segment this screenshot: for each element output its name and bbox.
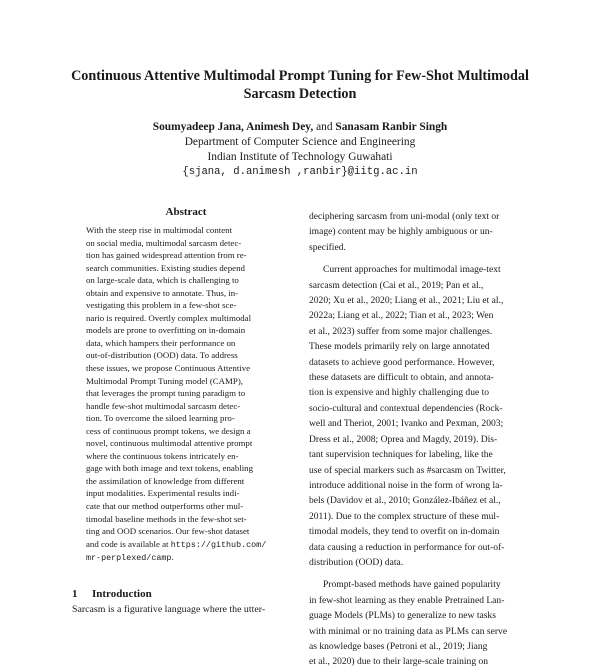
section-number: 1 <box>72 588 78 600</box>
abstract-line: handle few-shot multimodal sarcasm detec- <box>86 400 241 411</box>
abstract-line: nario is required. Overtly complex multimodal <box>86 312 252 323</box>
abstract-line: tion has gained widespread attention from re- <box>86 250 247 261</box>
abstract-line: ting and OOD scenarios. Our few-shot dataset <box>86 526 250 537</box>
body-line: with minimal or no training data as PLMs can serve <box>309 625 508 637</box>
body-line: Prompt-based methods have gained popularity <box>323 579 501 591</box>
body-line: data causing a reduction in performance for out-of- <box>309 541 505 553</box>
abstract-line: cate that our method outperforms other mul- <box>86 501 244 512</box>
abstract-line: novel, continuous multimodal attentive prompt <box>86 438 253 449</box>
author-emails: {sjana, d.animesh ,ranbir}@iitg.ac.in <box>182 166 418 178</box>
body-line: et al., 2020) due to their large-scale training on <box>309 656 489 668</box>
abstract-line: With the steep rise in multimodal content <box>86 225 233 235</box>
body-line: Dress et al., 2008; Oprea and Magdy, 2019). Dis- <box>309 433 498 445</box>
title-line-1: Continuous Attentive Multimodal Prompt Tuning for Few-Shot Multimodal <box>71 68 529 84</box>
abstract-line: models are prone to overfitting on in-domain <box>86 325 246 336</box>
paragraph-gap <box>309 255 537 262</box>
author-names: Soumyadeep Jana, Animesh Dey, <box>152 121 314 133</box>
author-block <box>40 120 560 180</box>
code-link-part-1[interactable]: https://github.com/ <box>170 539 267 550</box>
abstract-line: obtain and expensive to annotate. Thus, in- <box>86 287 239 298</box>
body-line: image) content may be highly ambiguous or un- <box>309 226 493 238</box>
abstract-line: on large-scale data, which is challenging to <box>86 275 239 286</box>
body-line: These models primarily rely on large annotated <box>309 341 490 353</box>
body-line: 2011). Due to the complex structure of these mul- <box>309 510 500 522</box>
body-line: deciphering sarcasm from uni-modal (only text or <box>309 211 500 222</box>
link-period: . <box>171 552 174 563</box>
abstract-line: and code is available at <box>86 538 169 549</box>
abstract-link-line <box>86 551 286 565</box>
abstract-line-with-link <box>86 538 286 552</box>
author-department: Department of Computer Science and Engineering <box>184 136 416 148</box>
body-line: use of special markers such as #sarcasm on Twitter, <box>309 464 506 476</box>
left-column <box>72 205 300 565</box>
body-line: guage Models (PLMs) to generalize to new tasks <box>309 610 496 622</box>
body-line: introduce additional noise in the form of wrong la- <box>309 479 503 491</box>
body-line: tion is expensive and highly challenging due to <box>309 387 490 399</box>
right-column-body <box>309 209 537 670</box>
body-line: tant supervision techniques for labeling, like the <box>309 449 493 461</box>
body-line: well and Theriot, 2001; Ivanko and Pexman, 2003; <box>309 418 504 430</box>
abstract-line: search communities. Existing studies depend <box>86 262 245 273</box>
paragraph-gap <box>309 570 537 577</box>
abstract-line: out-of-distribution (OOD) data. To address <box>86 350 238 361</box>
body-line: in few-shot learning as they enable Pretrained Lan- <box>309 594 505 606</box>
section-heading <box>72 587 152 601</box>
intro-first-line: Sarcasm is a figurative language where the utter- <box>72 604 266 615</box>
paper-title <box>40 67 560 103</box>
abstract-heading: Abstract <box>165 206 207 218</box>
author-last-name: Sanasam Ranbir Singh <box>335 121 448 133</box>
abstract-line: where the continuous tokens intricately en- <box>86 450 239 461</box>
body-line: 2022a; Liang et al., 2022; Tian et al., 2023; Wen <box>309 310 494 322</box>
body-line: bels (Davidov et al., 2010; González-Ibáñez et al., <box>309 495 501 507</box>
body-line: distribution (OOD) data. <box>309 556 404 568</box>
abstract-line: timodal baseline methods in the few-shot set- <box>86 513 247 524</box>
title-line-2: Sarcasm Detection <box>243 86 357 102</box>
body-line: timodal models, they tend to overfit on in-domain <box>309 526 500 538</box>
abstract-line: tion. To overcome the siloed learning pro- <box>86 413 235 424</box>
abstract-line: vestigating this problem in a few-shot sce- <box>86 300 237 311</box>
body-line: datasets to achieve good performance. However, <box>309 356 495 368</box>
abstract-line: cess of continuous prompt tokens, we design a <box>86 425 251 436</box>
body-line: 2020; Xu et al., 2020; Liang et al., 2021; Liu et al., <box>309 295 504 307</box>
body-line: as knowledge bases (Petroni et al., 2019; Jiang <box>309 640 488 652</box>
author-institute: Indian Institute of Technology Guwahati <box>207 151 393 163</box>
right-column <box>309 209 537 670</box>
abstract-body <box>86 224 286 565</box>
abstract-line: input modalities. Experimental results indi- <box>86 488 240 499</box>
abstract-line: data, which hampers their performance on <box>86 337 236 348</box>
abstract-line: on social media, multimodal sarcasm detec- <box>86 237 242 248</box>
body-line: Current approaches for multimodal image-text <box>323 264 501 276</box>
abstract-line: these issues, we propose Continuous Attentive <box>86 363 251 374</box>
author-names-line <box>40 120 560 135</box>
body-line: sarcasm detection (Cai et al., 2019; Pan et al., <box>309 279 484 291</box>
section-title: Introduction <box>92 588 152 600</box>
body-line: specified. <box>309 241 346 253</box>
abstract-line: gage with both image and text tokens, enabling <box>86 463 254 474</box>
body-line: these datasets are difficult to obtain, and annota- <box>309 372 494 384</box>
abstract-line: Multimodal Prompt Tuning model (CAMP), <box>86 375 243 386</box>
abstract-line: that leverages the prompt tuning paradigm to <box>86 388 246 399</box>
body-line: socio-cultural and contextual dependencies (Rock- <box>309 402 503 414</box>
abstract-line: the assimilation of knowledge from different <box>86 475 245 486</box>
code-link-part-2[interactable]: mr-perplexed/camp <box>86 553 172 564</box>
author-and: and <box>316 121 333 133</box>
body-line: et al., 2023) suffer from some major challenges. <box>309 325 493 337</box>
